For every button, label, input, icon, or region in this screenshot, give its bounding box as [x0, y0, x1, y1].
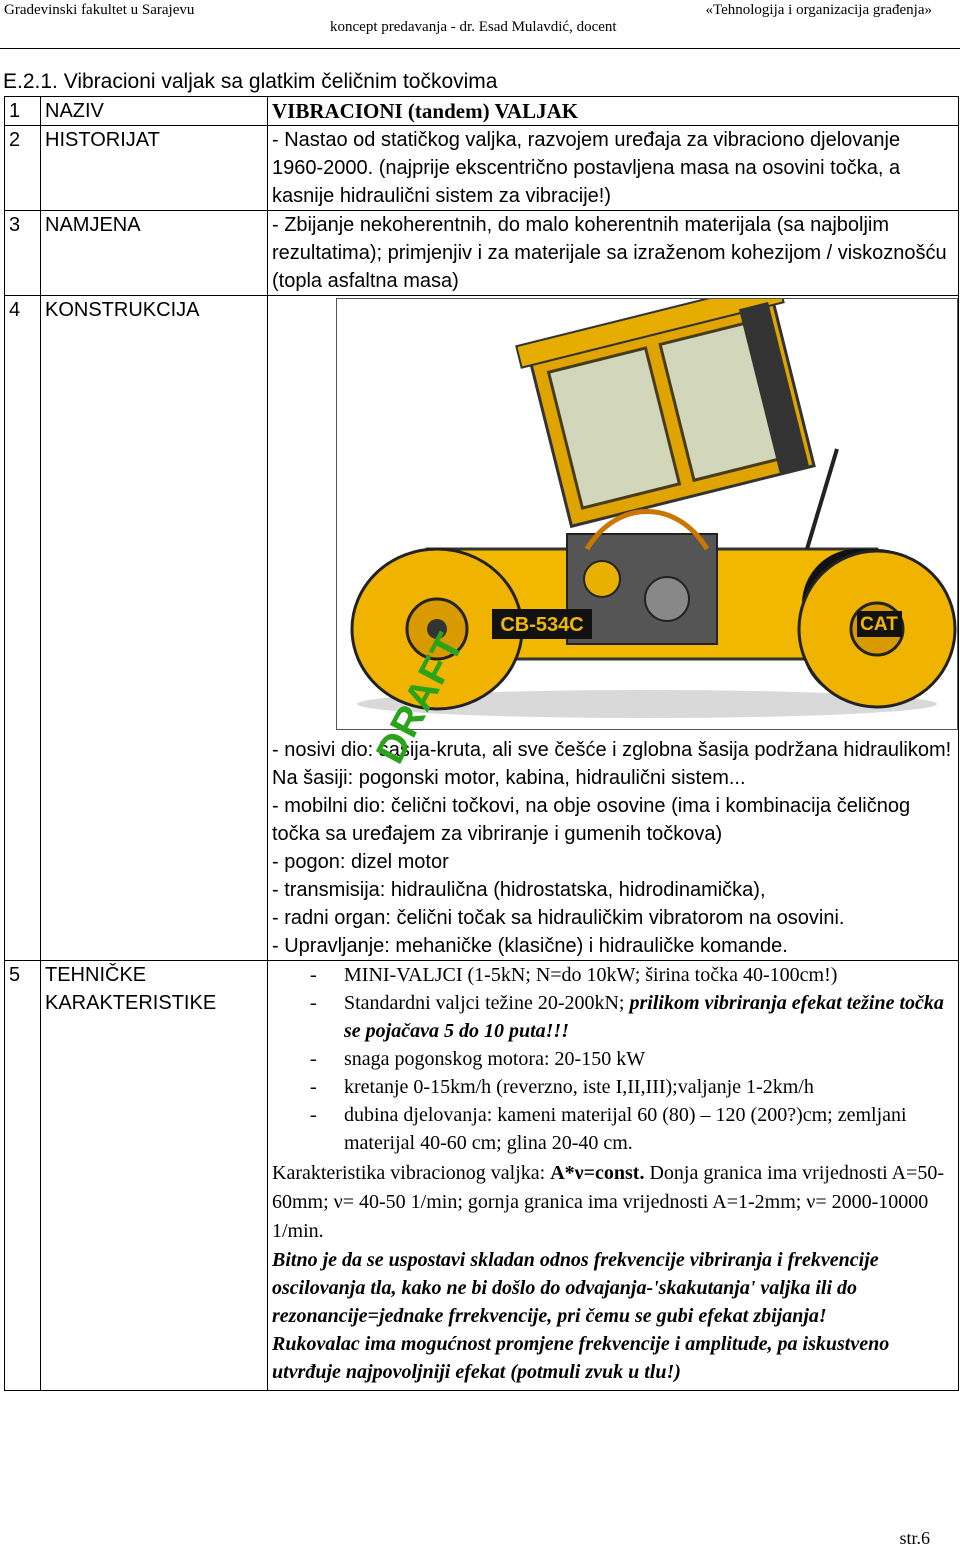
row-number: 5: [5, 961, 41, 1391]
list-item: - pogon: dizel motor: [272, 851, 449, 873]
list-item: - mobilni dio: čelični točkovi, na obje osovine (ima i kombinacija čeličnog točka sa uređajem za vibriranje i gumenih točkova): [272, 795, 911, 845]
row-label: NAZIV: [41, 97, 268, 126]
page-number: str.6: [899, 1528, 930, 1548]
table-row-historijat: [5, 126, 959, 211]
row-value: - Nastao od statičkog valjka, razvojem uređaja za vibraciono djelovanje 1960-2000. (najprije ekscentrično postavljena masa na osovini točka, a kasnije hidraulični sistem za vibracije!): [268, 126, 959, 211]
formula: A*ν=const.: [550, 1162, 645, 1184]
list-item: [272, 989, 954, 1045]
row-value: VIBRACIONI (tandem) VALJAK: [268, 97, 959, 126]
list-item: - Upravljanje: mehaničke (klasične) i hidrauličke komande.: [272, 935, 788, 957]
header-author: koncept predavanja - dr. Esad Mulavdić, docent: [330, 19, 617, 35]
construction-list: [272, 736, 954, 960]
list-item: - transmisija: hidraulična (hidrostatska, hidrodinamička),: [272, 879, 766, 901]
list-item: - MINI-VALJCI (1-5kN; N=do 10kW; širina točka 40-100cm!): [272, 961, 954, 989]
table-row-konstrukcija: [5, 296, 959, 961]
header-faculty: Gradevinski fakultet u Sarajevu: [4, 2, 195, 18]
note-paragraph: Bitno je da se uspostavi skladan odnos frekvencije vibriranja i frekvencije oscilovanja tla, kako ne bi došlo do odvajanja-'skakutanja' valjka ili do rezonancije=jednake frrekvencije, pri čemu se gubi efekat zbijanja!: [272, 1249, 879, 1327]
row-label: KONSTRUKCIJA: [41, 296, 268, 961]
list-item: - nosivi dio: šasija-kruta, ali sve češće i zglobna šasija podržana hidraulikom! Na šasiji: pogonski motor, kabina, hidraulični sistem...: [272, 739, 952, 789]
row-label: TEHNIČKE KARAKTERISTIKE: [41, 961, 268, 1391]
paragraph-text: Donja granica ima vrijednosti A=50-60mm; ν= 40-50 1/min; gornja granica ima vrijednosti A=1-2mm; ν= 2000-10000 1/min.: [272, 1162, 944, 1242]
table-row-namjena: [5, 211, 959, 296]
section-title: E.2.1. Vibracioni valjak sa glatkim čeličnim točkovima: [3, 70, 498, 93]
brand-label: CAT: [860, 614, 898, 635]
note-paragraph: Rukovalac ima mogućnost promjene frekvencije i amplitude, pa iskustveno utvrđuje najpovoljniji efekat (potmuli zvuk u tlu!): [272, 1333, 890, 1383]
list-item: - dubina djelovanja: kameni materijal 60 (80) – 120 (200?)cm; zemljani materijal 40-60 cm; glina 20-40 cm.: [272, 1101, 954, 1157]
model-label: CB-534C: [500, 614, 584, 636]
row-value: [268, 296, 959, 961]
draft-watermark: DRAFT: [368, 625, 473, 771]
row-label: NAMJENA: [41, 211, 268, 296]
table-row-tehnicke: [5, 961, 959, 1391]
header-course: «Tehnologija i organizacija građenja»: [705, 2, 932, 18]
item-emphasis: prilikom vibriranja efekat težine točka se pojačava 5 do 10 puta!!!: [344, 992, 944, 1042]
tech-list: [272, 961, 954, 1157]
list-item: - kretanje 0-15km/h (reverzno, iste I,II,III);valjanje 1-2km/h: [272, 1073, 954, 1101]
row-value: [268, 961, 959, 1391]
table-row-naziv: [5, 97, 959, 126]
row-value: - Zbijanje nekoherentnih, do malo koherentnih materijala (sa najboljim rezultatima); primjenjiv i za materijale sa izraženom kohezijom / viskoznošću (topla asfaltna masa): [268, 211, 959, 296]
page-header: [0, 0, 960, 50]
characteristic-paragraph: [272, 1159, 954, 1246]
row-number: 4: [5, 296, 41, 961]
row-number: 1: [5, 97, 41, 126]
list-item: - radni organ: čelični točak sa hidrauličkim vibratorom na osovini.: [272, 907, 845, 929]
header-divider: [0, 48, 960, 49]
spec-table: [4, 96, 959, 1391]
row-number: 3: [5, 211, 41, 296]
item-text: Standardni valjci težine 20-200kN;: [344, 992, 630, 1014]
row-number: 2: [5, 126, 41, 211]
row-label: HISTORIJAT: [41, 126, 268, 211]
paragraph-text: Karakteristika vibracionog valjka:: [272, 1162, 551, 1184]
list-item: - snaga pogonskog motora: 20-150 kW: [272, 1045, 954, 1073]
